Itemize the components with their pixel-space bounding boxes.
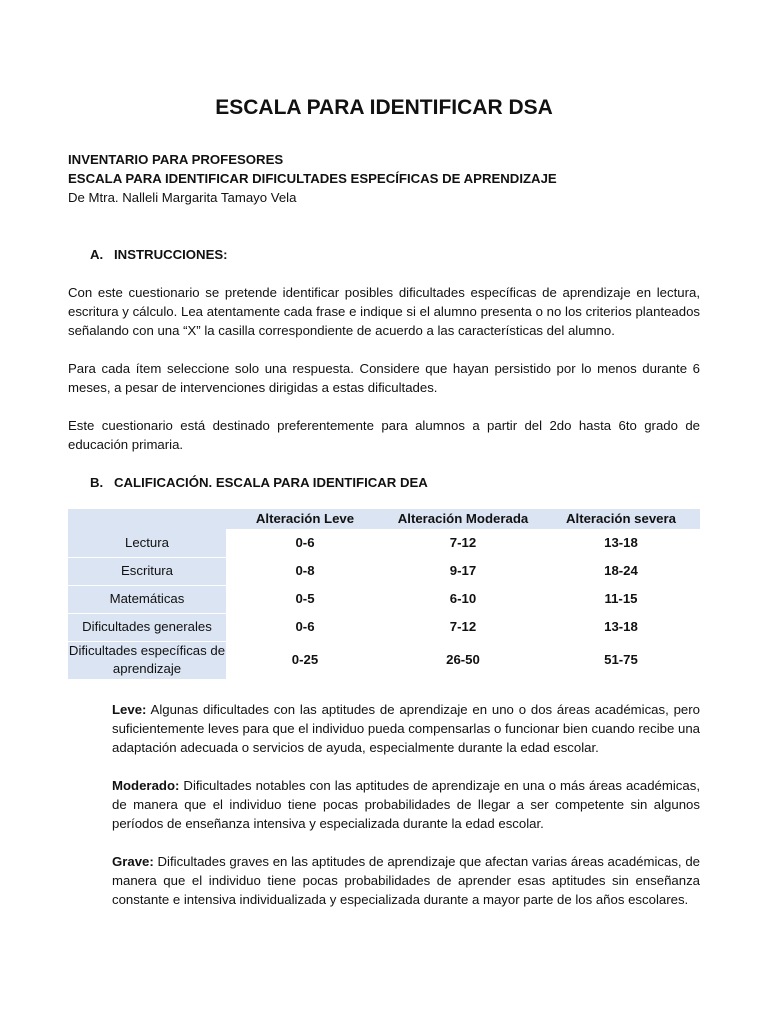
instructions-paragraph-3: Este cuestionario está destinado preferentemente para alumnos a partir del 2do hasta 6to grado de educación primaria. [68, 418, 700, 452]
table-row [68, 641, 700, 679]
row-label: Dificultades generales [68, 613, 226, 641]
section-b-letter: B. [90, 475, 104, 490]
cell-leve: 0-25 [226, 641, 384, 679]
section-a-title: INSTRUCCIONES: [114, 247, 228, 262]
section-a-heading [90, 245, 228, 264]
table-header-severa: Alteración severa [542, 509, 700, 529]
score-table [68, 509, 700, 680]
section-b-heading [90, 473, 428, 492]
table-row [68, 557, 700, 585]
cell-leve: 0-8 [226, 557, 384, 585]
row-label: Matemáticas [68, 585, 226, 613]
level-moderado-description [112, 776, 700, 833]
row-label: Escritura [68, 557, 226, 585]
page-title: ESCALA PARA IDENTIFICAR DSA [215, 96, 553, 119]
level-leve-text: Algunas dificultades con las aptitudes de aprendizaje en uno o dos áreas académicas, pero suficientemente leves para que el individuo pueda compensarlas o funcionar bien cuando recibe una adaptación adecuada o servicios de ayuda, especialmente durante la edad escolar. [112, 702, 700, 755]
header-line-1: INVENTARIO PARA PROFESORES [68, 152, 284, 167]
instructions-paragraph-1: Con este cuestionario se pretende identificar posibles dificultades específicas de aprendizaje en lectura, escritura y cálculo. Lea atentamente cada frase e indique si el alumno presenta o no los criterios planteados señalando con una “X” la casilla correspondiente de acuerdo a las características del alumno. [68, 285, 700, 338]
cell-moderada: 6-10 [384, 585, 542, 613]
cell-severa: 13-18 [542, 613, 700, 641]
table-row [68, 529, 700, 557]
header-line-2: ESCALA PARA IDENTIFICAR DIFICULTADES ESPECÍFICAS DE APRENDIZAJE [68, 171, 557, 186]
table-row [68, 613, 700, 641]
instructions-paragraph-2: Para cada ítem seleccione solo una respuesta. Considere que hayan persistido por lo menos durante 6 meses, a pesar de intervenciones dirigidas a estas dificultades. [68, 361, 700, 395]
cell-leve: 0-6 [226, 529, 384, 557]
table-header-moderada: Alteración Moderada [384, 509, 542, 529]
document-header [68, 150, 708, 207]
cell-severa: 18-24 [542, 557, 700, 585]
level-grave-text: Dificultades graves en las aptitudes de aprendizaje que afectan varias áreas académicas, de manera que el individuo tiene pocas probabilidades de aprender esas aptitudes sin enseñanza constante e intensiva individualizada y especializada durante a mayor parte de los años escolares. [112, 854, 700, 907]
cell-moderada: 7-12 [384, 529, 542, 557]
row-label: Dificultades específicas de aprendizaje [68, 641, 226, 679]
level-grave-term: Grave: [112, 854, 154, 869]
cell-moderada: 26-50 [384, 641, 542, 679]
header-author: De Mtra. Nalleli Margarita Tamayo Vela [68, 190, 297, 205]
row-label: Lectura [68, 529, 226, 557]
cell-severa: 13-18 [542, 529, 700, 557]
level-leve-description [112, 700, 700, 757]
cell-moderada: 7-12 [384, 613, 542, 641]
level-moderado-term: Moderado: [112, 778, 180, 793]
section-a-letter: A. [90, 247, 104, 262]
table-header-row [68, 509, 700, 529]
cell-severa: 11-15 [542, 585, 700, 613]
cell-leve: 0-5 [226, 585, 384, 613]
cell-moderada: 9-17 [384, 557, 542, 585]
level-leve-term: Leve: [112, 702, 147, 717]
table-header-empty [68, 509, 226, 529]
level-grave-description [112, 852, 700, 909]
level-moderado-text: Dificultades notables con las aptitudes de aprendizaje en una o más áreas académicas, de manera que el individuo tiene pocas probabilidades de llegar a ser competente sin algunos períodos de enseñanza intensiva y especializada durante la edad escolar. [112, 778, 700, 831]
section-b-title: CALIFICACIÓN. ESCALA PARA IDENTIFICAR DEA [114, 475, 428, 490]
cell-severa: 51-75 [542, 641, 700, 679]
cell-leve: 0-6 [226, 613, 384, 641]
table-header-leve: Alteración Leve [226, 509, 384, 529]
table-row [68, 585, 700, 613]
